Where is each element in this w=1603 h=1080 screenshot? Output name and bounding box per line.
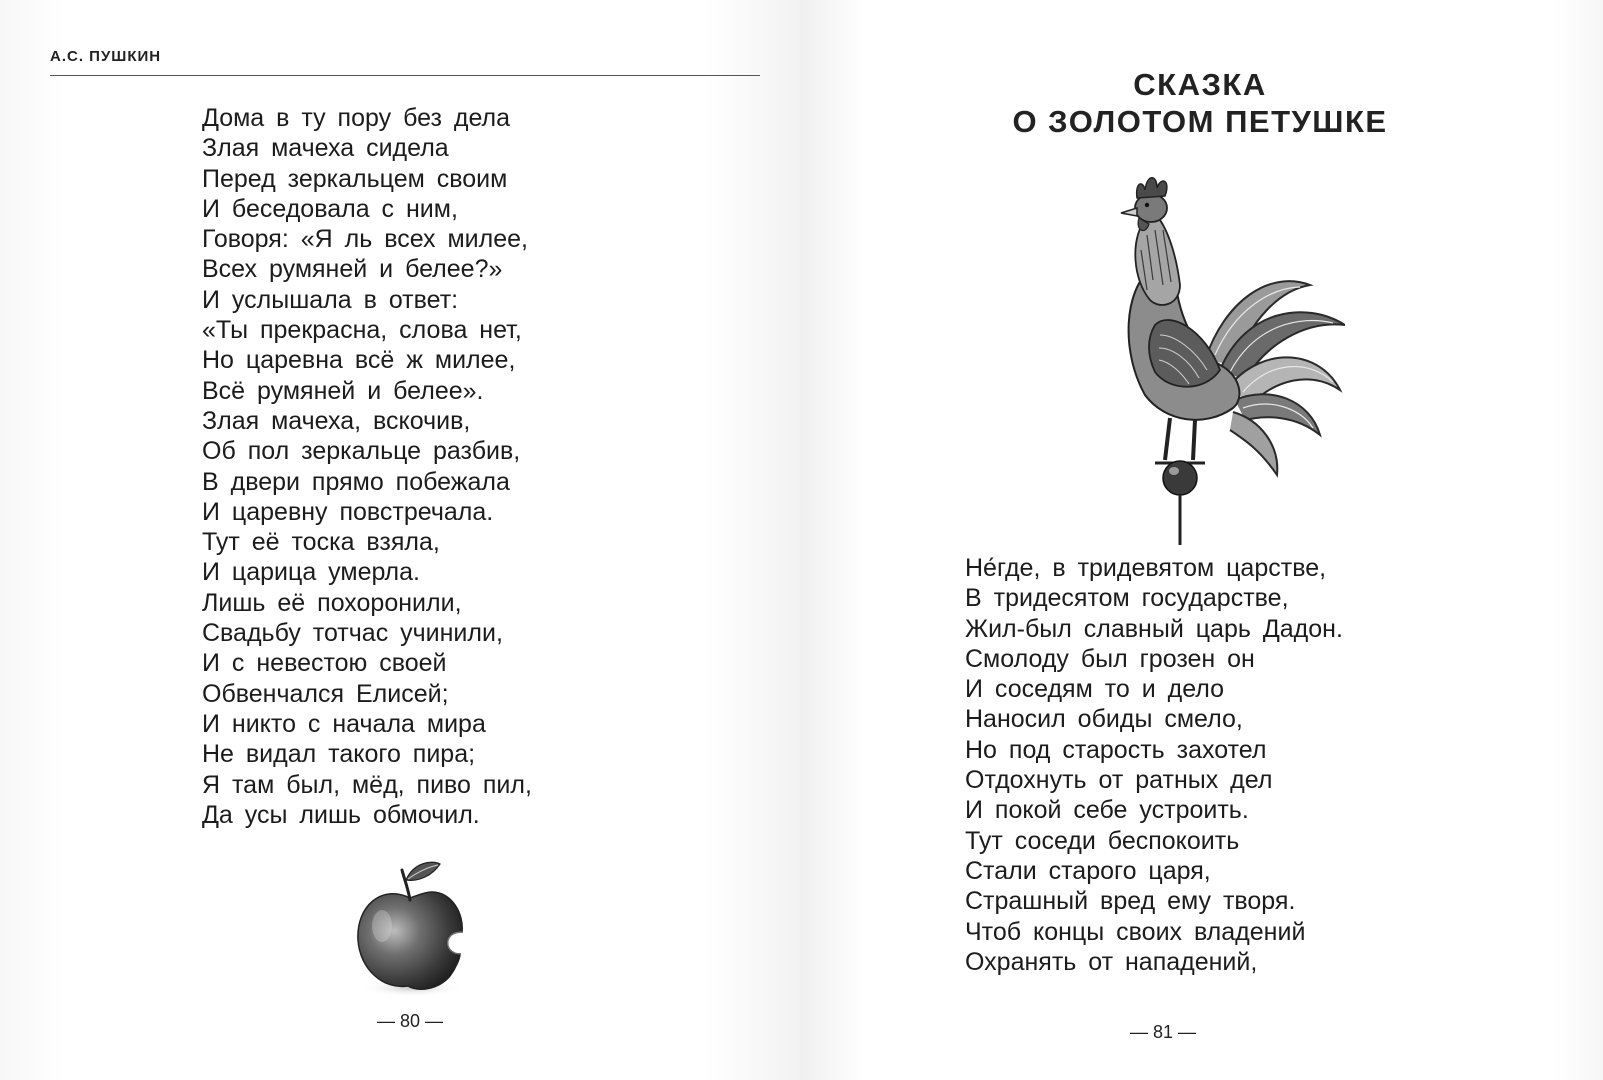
verse-line: Всё румяней и белее». [202, 376, 484, 405]
verse-line: И услышала в ответ: [202, 285, 459, 314]
verse-line: Злая мачеха, вскочив, [202, 406, 471, 435]
page-number: — 80 — [377, 1011, 444, 1031]
verse-line: Отдохнуть от ратных дел [965, 766, 1273, 795]
header-rule [50, 75, 760, 76]
verse-line: Тут её тоска взяла, [202, 528, 440, 557]
story-title-line-1: СКАЗКА [1133, 67, 1267, 102]
verse-line: Тут соседи беспокоить [965, 826, 1240, 855]
verse-line: Дома в ту пору без дела [202, 104, 511, 132]
verse-line: Наносил обиды смело, [965, 705, 1243, 734]
left-page [0, 0, 800, 1080]
verse-line: Перед зеркальцем своим [202, 164, 508, 193]
verse-line: Охранять от нападений, [965, 947, 1258, 976]
verse-line: Свадьбу тотчас учинили, [202, 619, 503, 648]
verse-line: И соседям то и дело [965, 675, 1225, 704]
verse-line: В тридесятом государстве, [965, 584, 1289, 613]
verse-line: Но под старость захотел [965, 735, 1267, 764]
verse-line: Всех румяней и белее?» [202, 255, 503, 284]
verse-line: Жил-был славный царь Дадон. [965, 614, 1343, 643]
verse-line: И покой себе устроить. [965, 796, 1249, 825]
verse-line: И царевну повстречала. [202, 497, 494, 526]
verse-line: Злая мачеха сидела [202, 134, 449, 163]
verse-line: Говоря: «Я ль всех милее, [202, 225, 528, 254]
apple-icon [352, 858, 478, 1000]
verse-line: В двери прямо побежала [202, 467, 510, 496]
verse-line: И никто с начала мира [202, 709, 486, 738]
verse-line: Не́где, в тридевятом царстве, [965, 554, 1327, 582]
page-number: — 81 — [1130, 1022, 1197, 1042]
verse-line: Об пол зеркальце разбив, [202, 437, 521, 466]
running-head: А.С. ПУШКИН [50, 48, 162, 65]
verse-line: Стали старого царя, [965, 856, 1211, 885]
verse-line: И с невестою своей [202, 649, 447, 678]
verse-line: «Ты прекрасна, слова нет, [202, 316, 522, 345]
verse-line: Чтоб концы своих владений [965, 917, 1306, 946]
verse-line: Смолоду был грозен он [965, 644, 1255, 673]
verse-line: Не видал такого пира; [202, 740, 476, 769]
verse-line: И беседовала с ним, [202, 194, 458, 223]
verse-line: Да усы лишь обмочил. [202, 800, 480, 829]
poem-verse-right [965, 553, 1343, 977]
poem-verse-left [202, 103, 532, 830]
right-page [800, 0, 1603, 1080]
verse-line: Лишь её похоронили, [202, 588, 462, 617]
verse-line: Я там был, мёд, пиво пил, [202, 770, 532, 799]
verse-line: Обвенчался Елисей; [202, 679, 449, 708]
rooster-icon [1055, 160, 1345, 545]
verse-line: Страшный вред ему творя. [965, 887, 1296, 916]
story-title-line-2: О ЗОЛОТОМ ПЕТУШКЕ [1012, 104, 1388, 139]
verse-line: И царица умерла. [202, 558, 420, 587]
verse-line: Но царевна всё ж милее, [202, 346, 516, 375]
